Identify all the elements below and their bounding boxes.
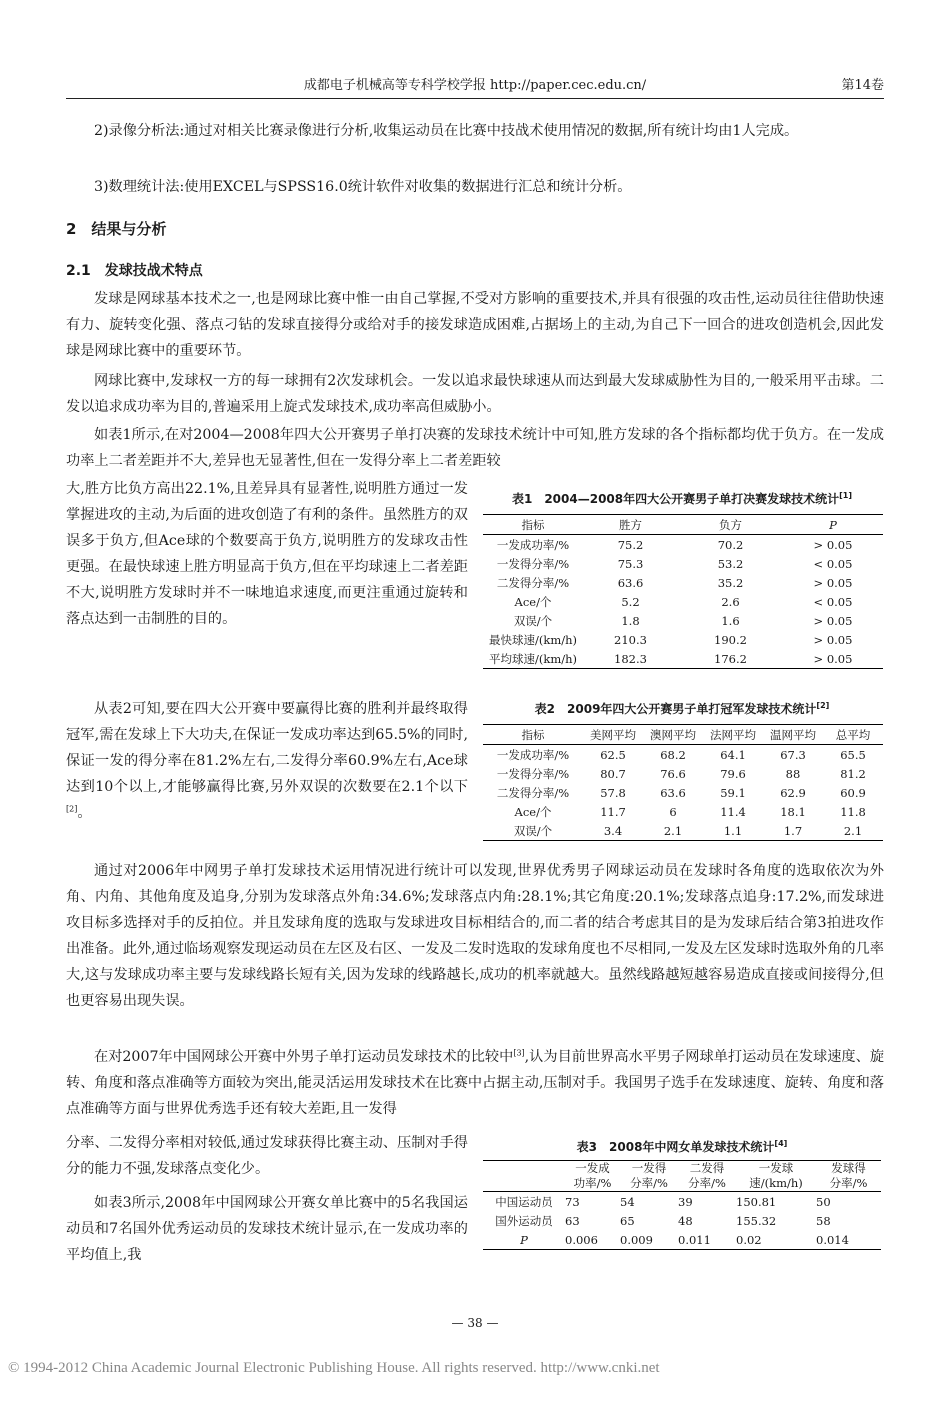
table-cell: 2.1	[843, 823, 863, 838]
table3-caption-text: 表3 2008年中网女单发球技术统计	[576, 1140, 775, 1154]
table-cell: 11.7	[600, 804, 626, 819]
table-header-line: 二发得	[689, 1161, 725, 1175]
body-paragraph-6	[66, 1044, 884, 1122]
table-row	[483, 745, 883, 765]
table-header	[620, 1161, 678, 1192]
table-cell: 0.014	[816, 1232, 849, 1247]
table-cell: 双误/个	[513, 823, 553, 838]
table-cell: 182.3	[614, 651, 647, 666]
table-cell: 48	[678, 1213, 693, 1228]
table-header-row	[483, 515, 883, 535]
table-cell: 一发得分率/%	[496, 766, 570, 781]
table-cell: 39	[678, 1194, 693, 1209]
table-header	[678, 1161, 736, 1192]
body-paragraph-3-cont: 大,胜方比负方高出22.1%,且差异具有显著性,说明胜方通过一发掌握进攻的主动,为后面的进攻创造了有利的条件。虽然胜方的双误多于负方,但Ace球的个数要高于负方,说明胜方的发球攻击性更强。在最快球速上胜方明显高于负方,但在平均球速上二者差距不大,说明胜方发球时并不一味地追求速度,而更注重通过旋转和落点达到一击制胜的目的。	[66, 481, 468, 627]
table-cell: 1.8	[621, 613, 640, 628]
table-row	[483, 821, 883, 841]
table-cell: 75.2	[617, 537, 644, 552]
table1-caption-text: 表1 2004—2008年四大公开赛男子单打决赛发球技术统计	[511, 492, 840, 506]
table-cell: 5.2	[621, 594, 640, 609]
table-cell: 18.1	[780, 804, 806, 819]
table-cell: 53.2	[717, 556, 744, 571]
table-cell: 一发成功率/%	[496, 747, 570, 762]
body-paragraph-7: 如表3所示,2008年中国网球公开赛女单比赛中的5名我国运动员和7名国外优秀运动员的发球技术统计显示,在一发成功率的平均值上,我	[66, 1195, 468, 1263]
table-header: 负方	[719, 517, 742, 532]
method-paragraph-3: 3)数理统计法:使用EXCEL与SPSS16.0统计软件对收集的数据进行汇总和统计分析。	[94, 179, 632, 195]
body-paragraph-6-cont: 分率、二发得分率相对较低,通过发球获得比赛主动、压制对手得分的能力不强,发球落点变化少。	[66, 1135, 468, 1177]
body-paragraph-4	[66, 696, 468, 826]
table-cell: 1.7	[783, 823, 803, 838]
table-header: 指标	[521, 517, 545, 532]
table-header: 温网平均	[770, 727, 816, 742]
table3-ref: [4]	[774, 1139, 788, 1148]
table-cell: 63.6	[617, 575, 644, 590]
table-cell: 67.3	[780, 747, 806, 762]
table-header-row	[483, 1161, 881, 1192]
subsection-heading: 2.1 发球技战术特点	[66, 263, 203, 279]
table-cell: 一发成功率/%	[496, 537, 570, 552]
citation-ref: [3]	[513, 1048, 525, 1058]
volume-label: 第14卷	[841, 78, 884, 93]
table-cell: P	[520, 1232, 528, 1247]
body-paragraph-5: 通过对2006年中网男子单打发球技术运用情况进行统计可以发现,世界优秀男子网球运动员在发球时各角度的选取依次为外角、内角、其他角度及追身,分别为发球落点外角:34.6%;发球落点内角:28.1%;其它角度:20.1%;发球落点追身:17.2%,而发球进攻目标多选择对手的反拍位。并且发球角度的选取与发球进攻目标相结合的,而二者的结合考虑其目的是为发球后结合第3拍进攻作出准备。此外,通过临场观察发现运动员在左区及右区、一发及二发时选取的发球角度也不尽相同,一发及左区发球时选取外角的几率大,这与发球成功率主要与发球线路长短有关,因为发球的线路越长,成功的机率就越大。虽然线路越短越容易造成直接或间接得分,但也更容易出现失误。	[66, 863, 884, 1009]
table-cell: 60.9	[840, 785, 866, 800]
table-cell: 68.2	[660, 747, 686, 762]
table-header: 美网平均	[590, 727, 636, 742]
body-paragraph-4-end: 。	[77, 805, 92, 821]
table-cell: 0.02	[736, 1232, 762, 1247]
table-cell: 双误/个	[513, 613, 553, 628]
citation-ref: [2]	[66, 804, 78, 814]
table-header-line: 功率/%	[573, 1176, 612, 1190]
table1-caption	[480, 490, 884, 507]
table-cell: > 0.05	[813, 651, 853, 666]
table-cell: 57.8	[600, 785, 626, 800]
table-cell: 2.6	[721, 594, 740, 609]
table-cell: > 0.05	[813, 537, 853, 552]
table-cell: 中国运动员	[495, 1194, 553, 1209]
table-cell: 80.7	[600, 766, 626, 781]
table-cell: 64.1	[720, 747, 746, 762]
table-header-row	[483, 725, 883, 745]
table3	[483, 1160, 881, 1250]
copyright-notice: © 1994-2012 China Academic Journal Electronic Publishing House. All rights reserved. http://www.cnki.net	[8, 1360, 660, 1376]
table-header-line: 一发成	[575, 1161, 610, 1175]
table-cell: 1.1	[723, 823, 743, 838]
table-header	[565, 1161, 620, 1192]
table-cell: 63.6	[660, 785, 686, 800]
table-cell: 76.6	[660, 766, 686, 781]
body-paragraph-2: 网球比赛中,发球权一方的每一球拥有2次发球机会。一发以追求最快球速从而达到最大发球威胁性为目的,一般采用平击球。二发以追求成功率为目的,普遍采用上旋式发球技术,成功率高但威胁小。	[66, 373, 884, 415]
body-paragraph-3: 如表1所示,在对2004—2008年四大公开赛男子单打决赛的发球技术统计中可知,胜方发球的各个指标都均优于负方。在一发成功率上二者差距并不大,差异也无显著性,但在一发得分率上二者差距较	[66, 427, 884, 469]
table-header: 澳网平均	[650, 727, 696, 742]
table-cell: 79.6	[720, 766, 746, 781]
table-cell: 一发得分率/%	[496, 556, 570, 571]
table-cell: Ace/个	[514, 594, 552, 609]
table-cell: 0.009	[620, 1232, 653, 1247]
table-cell: 81.2	[840, 766, 866, 781]
table3-caption	[480, 1138, 884, 1155]
table-row	[483, 802, 883, 821]
table2-ref: [2]	[816, 701, 830, 710]
table-header: 指标	[521, 727, 545, 742]
table-header-line: 速/(km/h)	[749, 1176, 803, 1190]
table-cell: 最快球速/(km/h)	[488, 632, 577, 647]
table-cell: 54	[620, 1194, 635, 1209]
table-header-line: 分率/%	[630, 1176, 668, 1190]
table-cell: 155.32	[736, 1213, 777, 1228]
table-cell: > 0.05	[813, 575, 853, 590]
table-header: 胜方	[619, 517, 642, 532]
table-header-line: 分率/%	[688, 1176, 726, 1190]
table-cell: 73	[565, 1194, 580, 1209]
table-row	[483, 592, 883, 611]
table-row	[483, 649, 883, 669]
table-row	[483, 1211, 881, 1230]
table-cell: 176.2	[714, 651, 747, 666]
table-cell: 150.81	[736, 1194, 777, 1209]
table-cell: 0.011	[678, 1232, 711, 1247]
table-row	[483, 764, 883, 783]
table-header-line: 分率/%	[829, 1176, 868, 1190]
table-row	[483, 1230, 881, 1250]
table-cell: 88	[785, 766, 801, 781]
table-cell: 1.6	[721, 613, 740, 628]
body-paragraph-6-text-b: ,认为目前世界高水平男子网球单打运动员在发球速度、旋转、角度和落点准确等方面较为突出,能灵活运用发球技术在比赛中占据主动,压制对手。我国男子选手在发球速度、旋转、角度和落点准确等方面与世界优秀选手还有较大差距,且一发得	[66, 1049, 885, 1117]
table1-ref: [1]	[839, 491, 853, 500]
table-cell: 62.5	[600, 747, 626, 762]
table-cell: 75.3	[617, 556, 644, 571]
journal-title: 成都电子机械高等专科学校学报 http://paper.cec.edu.cn/	[303, 78, 647, 93]
table-cell: 35.2	[717, 575, 744, 590]
body-paragraph-4-text: 从表2可知,要在四大公开赛中要赢得比赛的胜利并最终取得冠军,需在发球上下大功夫,在保证一发成功率达到65.5%的同时,保证一发的得分率在81.2%左右,二发得分率60.9%左右,Ace球达到10个以上,才能够赢得比赛,另外双误的次数要在2.1个以下	[66, 701, 468, 795]
table-cell: 0.006	[565, 1232, 598, 1247]
table-header: P	[829, 517, 837, 532]
table-row	[483, 554, 883, 573]
table-header-line: 一发得	[631, 1161, 667, 1175]
table-cell: 6	[669, 804, 677, 819]
table-cell: 11.8	[840, 804, 866, 819]
table-cell: 210.3	[614, 632, 647, 647]
body-paragraph-6-text-a: 在对2007年中国网球公开赛中外男子单打运动员发球技术的比较中	[94, 1049, 514, 1065]
table-row	[483, 630, 883, 649]
table-row	[483, 611, 883, 630]
method-paragraph-2: 2)录像分析法:通过对相关比赛录像进行分析,收集运动员在比赛中技战术使用情况的数据,所有统计均由1人完成。	[94, 123, 799, 139]
table-cell: 3.4	[603, 823, 623, 838]
table-cell: 62.9	[780, 785, 806, 800]
table-cell: 58	[816, 1213, 831, 1228]
table-row	[483, 573, 883, 592]
table-cell: 65.5	[840, 747, 866, 762]
table-cell: Ace/个	[514, 804, 552, 819]
table-cell: 65	[620, 1213, 635, 1228]
table-header-line: 一发球	[758, 1161, 794, 1175]
table-header: 法网平均	[710, 727, 756, 742]
table-header	[736, 1161, 816, 1192]
table-row	[483, 1192, 881, 1212]
table-cell: > 0.05	[813, 632, 853, 647]
table-cell: 59.1	[720, 785, 746, 800]
table2-caption	[480, 700, 884, 717]
table1	[483, 514, 883, 669]
table-header	[483, 1161, 565, 1192]
table-cell: 二发得分率/%	[496, 785, 570, 800]
table-cell: 2.1	[663, 823, 683, 838]
table-cell: 平均球速/(km/h)	[488, 651, 577, 666]
section-heading: 2 结果与分析	[66, 220, 167, 238]
table-cell: 国外运动员	[495, 1213, 553, 1228]
table-cell: 50	[816, 1194, 831, 1209]
table-header: 总平均	[835, 727, 871, 742]
table-row	[483, 535, 883, 555]
table-cell: < 0.05	[813, 594, 853, 609]
table-header-line: 发球得	[831, 1161, 866, 1175]
body-paragraph-1: 发球是网球基本技术之一,也是网球比赛中惟一由自己掌握,不受对方影响的重要技术,并具有很强的攻击性,运动员往往借助快速有力、旋转变化强、落点刁钻的发球直接得分或给对手的接发球造成困难,占据场上的主动,为自己下一回合的进攻创造机会,因此发球是网球比赛中的重要环节。	[66, 291, 884, 359]
table-cell: 11.4	[720, 804, 746, 819]
table-cell: 二发得分率/%	[496, 575, 570, 590]
table-row	[483, 783, 883, 802]
table-cell: 70.2	[717, 537, 744, 552]
table-cell: > 0.05	[813, 613, 853, 628]
page-number: — 38 —	[451, 1316, 499, 1330]
table-cell: 63	[565, 1213, 580, 1228]
table-cell: < 0.05	[813, 556, 853, 571]
table2	[483, 724, 883, 841]
running-header	[66, 72, 884, 99]
table-cell: 190.2	[714, 632, 747, 647]
table2-caption-text: 表2 2009年四大公开赛男子单打冠军发球技术统计	[534, 702, 817, 716]
table-header	[816, 1161, 881, 1192]
